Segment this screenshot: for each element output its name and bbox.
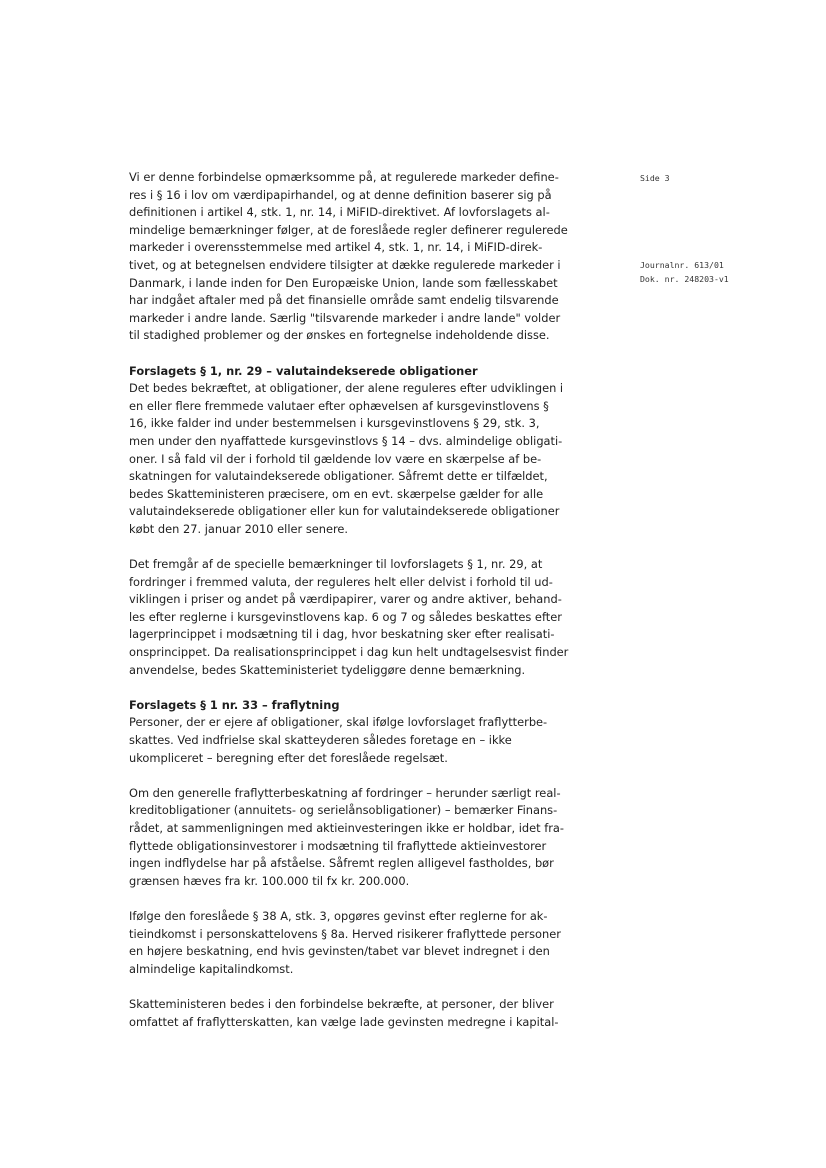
paragraph: [129, 169, 599, 345]
text-line: kreditobligationer (annuitets- og serielånsobligationer) – bemærker Finans-: [129, 803, 558, 818]
text-line: ukompliceret – beregning efter det foreslåede regelsæt.: [129, 750, 448, 765]
sidebar-meta: [640, 171, 670, 185]
text-line: fordringer i fremmed valuta, der reguleres helt eller delvist i forhold til ud-: [129, 574, 553, 589]
text-line: anvendelse, bedes Skatteministeriet tydeliggøre denne bemærkning.: [129, 662, 526, 677]
text-line: Det bedes bekræftet, at obligationer, der alene reguleres efter udviklingen i: [129, 381, 564, 396]
letter-body: [129, 169, 599, 1049]
text-line: skattes. Ved indfrielse skal skatteyderen således foretage en – ikke: [129, 733, 512, 747]
text-line: Det fremgår af de specielle bemærkninger til lovforslagets § 1, nr. 29, at: [129, 557, 543, 572]
text-line: viklingen i priser og andet på værdipapirer, varer og andre aktiver, behand-: [129, 592, 562, 607]
text-line: grænsen hæves fra kr. 100.000 til fx kr. 200.000.: [129, 873, 410, 888]
text-line: men under den nyaffattede kursgevinstlovs § 14 – dvs. almindelige obligati-: [129, 433, 563, 448]
text-line: almindelige kapitalindkomst.: [129, 961, 294, 976]
text-line: Skatteministeren bedes i den forbindelse bekræfte, at personer, der bliver: [129, 996, 554, 1011]
paragraph: [129, 996, 599, 1031]
section-heading: Forslagets § 1, nr. 29 – valutaindekserede obligationer: [129, 363, 478, 378]
text-line: har indgået aftaler med på det finansielle område samt endelig tilsvarende: [129, 293, 559, 308]
paragraph: [129, 363, 599, 539]
page-number: Side 3: [640, 173, 670, 183]
text-line: lagerprincippet i modsætning til i dag, hvor beskatning sker efter realisati-: [129, 627, 555, 642]
text-line: mindelige bemærkninger følger, at de foreslåede regler definerer regulerede: [129, 222, 568, 237]
text-line: definitionen i artikel 4, stk. 1, nr. 14, i MiFID-direktivet. Af lovforslagets al-: [129, 205, 550, 220]
paragraph: [129, 697, 599, 767]
text-line: valutaindekserede obligationer eller kun for valutaindekserede obligationer: [129, 504, 560, 519]
text-line: købt den 27. januar 2010 eller senere.: [129, 521, 349, 536]
journal-number: Journalnr. 613/01: [640, 260, 724, 270]
text-line: oner. I så fald vil der i forhold til gældende lov være en skærpelse af be-: [129, 451, 542, 466]
text-line: res i § 16 i lov om værdipapirhandel, og at denne definition baserer sig på: [129, 187, 552, 202]
document-number: Dok. nr. 248203-v1: [640, 274, 729, 284]
text-line: skatningen for valutaindekserede obligationer. Såfremt dette er tilfældet,: [129, 469, 548, 484]
text-line: Vi er denne forbindelse opmærksomme på, at regulerede markeder define-: [129, 170, 559, 184]
paragraph: [129, 556, 599, 679]
section-heading: Forslagets § 1 nr. 33 – fraflytning: [129, 697, 340, 712]
text-line: ingen indflydelse har på afståelse. Såfremt reglen alligevel fastholdes, bør: [129, 856, 554, 871]
text-line: bedes Skatteministeren præcisere, om en evt. skærpelse gælder for alle: [129, 486, 544, 501]
text-line: les efter reglerne i kursgevinstlovens kap. 6 og 7 og således beskattes efter: [129, 609, 562, 624]
paragraph: [129, 785, 599, 891]
text-line: Om den generelle fraflytterbeskatning af fordringer – herunder særligt real-: [129, 785, 561, 800]
text-line: tieindkomst i personskattelovens § 8a. Herved risikerer fraflyttede personer: [129, 926, 561, 941]
text-line: Ifølge den foreslåede § 38 A, stk. 3, opgøres gevinst efter reglerne for ak-: [129, 908, 548, 923]
text-line: Danmark, i lande inden for Den Europæiske Union, lande som fællesskabet: [129, 275, 558, 290]
text-line: rådet, at sammenligningen med aktieinvesteringen ikke er holdbar, idet fra-: [129, 820, 564, 835]
text-line: markeder i andre lande. Særlig "tilsvarende markeder i andre lande" volder: [129, 310, 561, 325]
text-line: onsprincippet. Da realisationsprincippet i dag kun helt undtagelsesvist finder: [129, 645, 569, 660]
text-line: omfattet af fraflytterskatten, kan vælge lade gevinsten medregne i kapital-: [129, 1014, 559, 1029]
text-line: 16, ikke falder ind under bestemmelsen i kursgevinstlovens § 29, stk. 3,: [129, 416, 540, 431]
text-line: en højere beskatning, end hvis gevinsten/tabet var blevet indregnet i den: [129, 944, 550, 959]
text-line: markeder i overensstemmelse med artikel 4, stk. 1, nr. 14, i MiFID-direk-: [129, 240, 543, 255]
text-line: til stadighed problemer og der ønskes en fortegnelse indeholdende disse.: [129, 328, 550, 343]
sidebar-reference: [640, 258, 729, 286]
text-line: tivet, og at betegnelsen endvidere tilsigter at dække regulerede markeder i: [129, 257, 561, 272]
text-line: en eller flere fremmede valutaer efter ophævelsen af kursgevinstlovens §: [129, 398, 549, 413]
text-line: Personer, der er ejere af obligationer, skal ifølge lovforslaget fraflytterbe-: [129, 715, 548, 730]
paragraph: [129, 908, 599, 978]
text-line: flyttede obligationsinvestorer i modsætning til fraflyttede aktieinvestorer: [129, 838, 547, 853]
